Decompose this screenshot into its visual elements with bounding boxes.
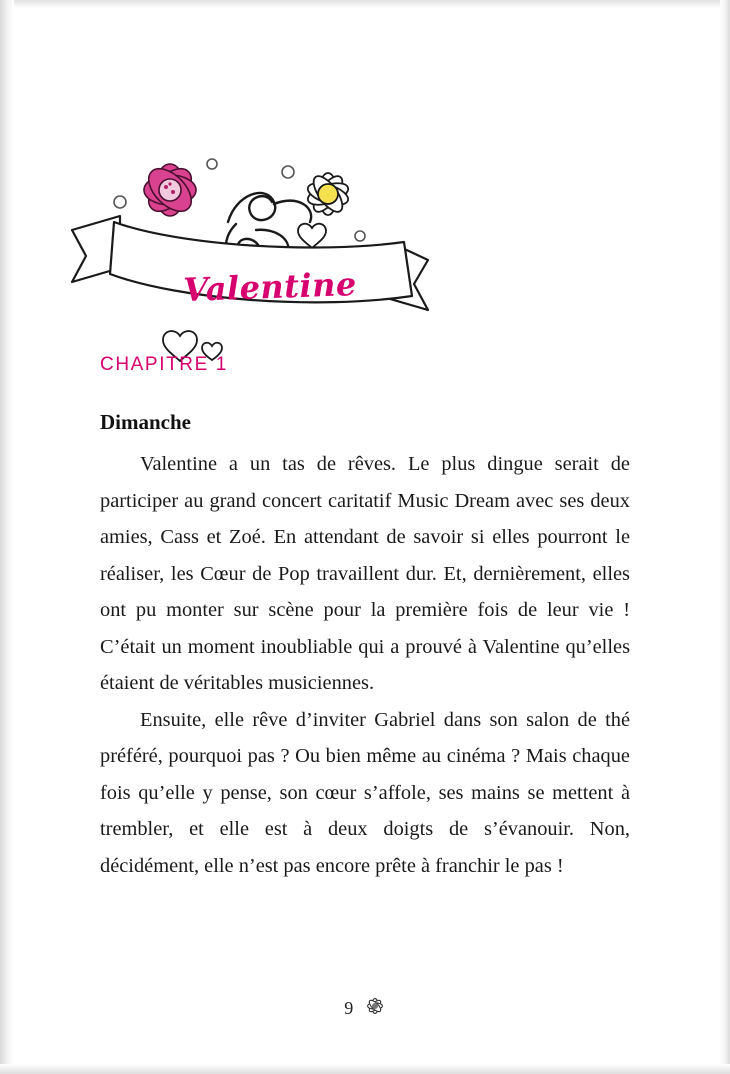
- page-edge-top: [0, 0, 730, 8]
- page-edge-bottom: [0, 1064, 730, 1074]
- page-edge-right: [720, 0, 730, 1074]
- page-number: 9: [344, 998, 354, 1018]
- body-text: [100, 446, 630, 884]
- page-footer: [0, 995, 730, 1022]
- daisy-ornament-icon: [364, 1001, 386, 1021]
- chapter-label: CHAPITRE 1: [100, 354, 228, 375]
- page-edge-left: [0, 0, 14, 1074]
- chapter-ornament-illustration: [60, 150, 440, 370]
- pink-flower-icon: [141, 161, 199, 219]
- paragraph-2: Ensuite, elle rêve d’inviter Gabriel dans son salon de thé préféré, pourquoi pas ? Ou bien même au cinéma ? Mais chaque fois qu’elle y pense, son cœur s’affole, ses mains se mettent à trembler, et elle est à deux doigts de s’évanouir. Non, décidément, elle n’est pas encore prête à franchir le pas !: [100, 708, 630, 877]
- paragraph-1: Valentine a un tas de rêves. Le plus dingue serait de participer au grand concert caritatif Music Dream avec ses deux amies, Cass et Zoé. En attendant de savoir si elles pourront le réaliser, les Cœur de Pop travaillent dur. Et, dernièrement, elles ont pu monter sur scène pour la première fois de leur vie ! C’était un moment inoubliable qui a prouvé à Valentine qu’elles étaient de véritables musiciennes.: [100, 453, 630, 694]
- section-heading-day: Dimanche: [100, 410, 191, 434]
- daisy-flower-icon: [305, 172, 351, 217]
- banner-title: Valentine: [182, 264, 358, 310]
